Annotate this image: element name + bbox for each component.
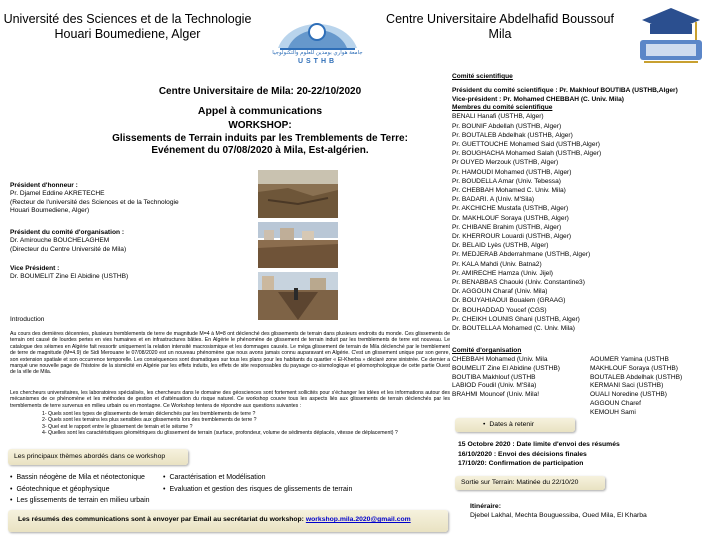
date-item: 16/10/2020 : Envoi des décisions finales xyxy=(458,450,587,458)
org-member: CHEBBAH Mohamed (Univ. Mila xyxy=(452,356,548,363)
member: Dr. BELAID Lyès (USTHB, Alger) xyxy=(452,242,549,250)
dates-list xyxy=(458,440,718,469)
member: Pr. BADARI. A (Univ. M'Sila) xyxy=(452,196,535,204)
org-member: AGGOUN Charef xyxy=(590,399,641,407)
member: Pr. CHIBANE Brahim (USTHB, Alger) xyxy=(452,223,562,231)
org-member: KEMOUH Sami xyxy=(590,408,636,416)
theme-item: • Caractérisation et Modélisation xyxy=(163,472,393,484)
org-member: BOUMELIT Zine El Abidine (USTHB) xyxy=(452,364,560,372)
member: Pr. AKCHICHE Mustafa (USTHB, Alger) xyxy=(452,205,569,213)
member: Pr. KALA Mahdi (Univ. Batna2) xyxy=(452,260,542,268)
header-left-line1: Université des Sciences et de la Technologie xyxy=(3,12,252,26)
scientific-committee xyxy=(452,72,714,333)
question-1: 1- Quels sont les types de glissements de terrain déclenchés par les tremblements de terre ? xyxy=(42,411,256,417)
workshop-event: Evénement du 07/08/2020 à Mila, Est-algérien. xyxy=(151,145,369,156)
intro-questions xyxy=(42,411,442,437)
honor-name: Pr. Djamel Eddine AKRETECHE xyxy=(10,190,105,198)
honor-title: Président d'honneur : xyxy=(10,182,78,189)
org-committee-title: Comité d'organisation xyxy=(452,347,522,354)
themes-title: Les principaux thèmes abordés dans ce workshop xyxy=(14,453,166,460)
honor-role2: Houari Boumediene, Alger) xyxy=(10,207,90,215)
theme-item: • Géotechnique et géophysique xyxy=(10,484,175,496)
org-committee-right xyxy=(590,356,715,418)
vice-name: Dr. BOUMELIT Zine El Abidine (USTHB) xyxy=(10,273,129,281)
honor-role1: (Recteur de l'université des Sciences et de la Technologie xyxy=(10,198,179,206)
intro-paragraph-1: Au cours des dernières décennies, plusieurs tremblements de terre de magnitude M=4 à M=8 ont déclenché des glissements de terrain dans plusieurs endroits du monde. Ces glissements de terrain ont causé de lourdes pertes en vies humaines et en infrastructures bâties. En Algérie le phénomène de glissement de terrain induit par les tremblements de terre est nouveau. Le catalogue des séismes en Algérie fait ressortir uniquement la relation intensité macrosismique et les dommages causés. Le méga glissement de terrain de Mila déclenché par le tremblement de terre de magnitude (M=4.9) de Sidi Merouane le 07/08/2020 est un nouveau phénomène que nous avons jamais connu auparavant en Algérie. C'est un glissement unique par son genre, son extension spatiale et son occurrence temporelle. Les conséquences sont dramatiques sur tous les plans pour les habitants du quartier « El-Kherba » déclaré zone sinistrée. Ce dernier a marqué une nouvelle page de l'histoire de la sismicité en Algérie par les effets induits, les effets de site responsables du paysage co-sismologique et géomorphologique de cette partie Ouest de la ville de Mila. xyxy=(10,331,450,376)
landslide-photo-2 xyxy=(258,222,338,268)
workshop-subtitle: Glissements de Terrain induits par les Tremblements de Terre: xyxy=(112,132,408,144)
member: Pr. BENABBAS Chaouki (Univ. Constantine3) xyxy=(452,279,585,287)
usthb-logo xyxy=(270,8,365,68)
honor-president xyxy=(10,182,255,216)
workshop-title xyxy=(90,120,430,158)
date-item: 17/10/20: Confirmation de participation xyxy=(458,460,584,467)
member: Dr. BOUTELLAA Mohamed (C. Univ. Mila) xyxy=(452,325,575,333)
member: Dr. KHERROUR Louardi (USTHB, Alger) xyxy=(452,233,572,241)
date-item: 15 Octobre 2020 : Date limite d'envoi des résumés xyxy=(458,441,620,448)
usthb-logo-arabic: جامعة هواري بومدين للعلوم والتكنولوجيا xyxy=(272,50,363,56)
member: Pr. AMIRECHE Hamza (Univ. Jijel) xyxy=(452,269,553,277)
vice-title: Vice Président : xyxy=(10,265,60,272)
themes-list-2 xyxy=(163,472,393,495)
member: Dr. MAKHLOUF Soraya (USTHB, Alger) xyxy=(452,214,569,222)
org-member: KERMANI Saci (USTHB) xyxy=(590,382,664,390)
theme-item: • Evaluation et gestion des risques de glissements de terrain xyxy=(163,484,393,496)
header-right xyxy=(380,12,620,42)
landslide-photo-3 xyxy=(258,272,338,320)
member: Pr. BOUDELLA Amar (Univ. Tebessa) xyxy=(452,177,561,185)
members-list xyxy=(452,112,714,333)
member: Pr. MEDJERAB Abderrahmane (USTHB, Alger) xyxy=(452,251,591,259)
event-date-line: Centre Universitaire de Mila: 20-22/10/2020 xyxy=(158,86,362,97)
org-committee-left xyxy=(452,356,572,400)
members-title: Membres du comité scientifique xyxy=(452,104,553,112)
intro-paragraph-2: Les chercheurs universitaires, les laboratoires spécialisés, les chercheurs dans le domaine des géosciences sont fortement sollicités pour s'échanger les idées et les informations autour des mécanismes de ce phénomène et les méthodes de gestion et d'atténuation du risque naturel. Ce workshop couvre tous les aspects liés aux glissements de terrain déclenchés par les tremblements de terre survenus en milieu urbain ou en montagne. Ce Workshop tentera de répondre aux questions suivantes : xyxy=(10,390,450,409)
org-member: LABIOD Foudil (Univ. M'Sila) xyxy=(452,382,537,390)
organizing-president xyxy=(10,229,255,254)
themes-title-box xyxy=(8,449,188,465)
member: Pr. BOUTALEB Abdelhak (USTHB, Alger) xyxy=(452,131,573,139)
question-2: 2- Quels sont les terrains les plus sensibles aux glissements lors des tremblements de terre ? xyxy=(42,417,257,424)
email-box xyxy=(8,510,448,532)
question-3: 3- Quel est le rapport entre le glissement de terrain et le séisme ? xyxy=(42,423,193,430)
member: Dr. AGGOUN Charaf (Univ. Mila) xyxy=(452,288,548,296)
dates-title: • Dates à retenir xyxy=(483,421,534,428)
workshop-label: WORKSHOP: xyxy=(228,120,292,131)
email-link[interactable]: workshop.mila.2020@gmail.com xyxy=(305,516,411,523)
organizing-role: (Directeur du Centre Université de Mila) xyxy=(10,245,127,253)
question-4: 4- Quelles sont les caractéristiques géométriques du glissement de terrain (surface, profondeur, volume de sédiments déplacés, vitesse de déplacement) ? xyxy=(42,430,398,437)
theme-item: • Bassin néogène de Mila et néotectonique xyxy=(10,472,175,484)
header-left-line2: Houari Boumediene, Alger xyxy=(54,27,201,41)
itinerary-text: Djebel Lakhal, Mechta Bouguessiba, Oued Mila, El Kharba xyxy=(470,512,647,519)
themes-list-1 xyxy=(10,472,175,507)
landslide-photo-1 xyxy=(258,170,338,218)
org-member: AOUMER Yamina (USTHB xyxy=(590,356,669,363)
field-trip-box xyxy=(455,476,605,490)
email-text xyxy=(18,516,411,523)
org-member: BRAHMI Mouncef (Univ. Mila! xyxy=(452,391,540,399)
itinerary xyxy=(470,502,715,520)
intro-title: Introduction xyxy=(10,316,45,323)
field-trip-text: Sortie sur Terrain: Matinée du 22/10/20 xyxy=(461,479,579,486)
org-member: MAKHLOUF Soraya (USTHB) xyxy=(590,364,678,372)
member: Dr. BOUHADDAD Youcef (CGS) xyxy=(452,306,547,314)
member: Pr OUYED Merzouk (USTHB, Alger) xyxy=(452,159,559,167)
member: BENALI Hanafi (USTHB, Alger) xyxy=(452,113,544,121)
member: Pr. HAMOUDI Mohamed (USTHB, Alger) xyxy=(452,168,572,176)
org-member: BOUTALEB Abdelhak (USTHB) xyxy=(590,373,683,381)
member: Pr. GUETTOUCHE Mohamed Said (USTHB,Alger) xyxy=(452,141,600,149)
scientific-president: Président du comité scientifique : Pr. Makhlouf BOUTIBA (USTHB,Alger) xyxy=(452,87,678,95)
header-left xyxy=(0,12,255,42)
member: Dr. BOUYAHIAOUI Boualem (GRAAG) xyxy=(452,297,566,305)
organizing-title: Président du comité d'organisation : xyxy=(10,229,125,236)
theme-item: • Les glissements de terrain en milieu urbain xyxy=(10,495,175,507)
org-member: OUALI Noredine (USTHB) xyxy=(590,391,667,399)
member: Pr. BOUNIF Abdellah (USTHB, Alger) xyxy=(452,122,562,130)
dates-title-box xyxy=(455,418,575,432)
org-member: BOUTIBA Makhlouf (USTHB xyxy=(452,373,536,381)
organizing-name: Dr. Amirouche BOUCHELAGHEM xyxy=(10,237,110,245)
scientific-vice: Vice-président : Pr. Mohamed CHEBBAH (C. Univ. Mila) xyxy=(452,95,624,103)
header-right-line1: Centre Universitaire Abdelhafid Boussouf xyxy=(386,12,614,26)
call-for-papers: Appel à communications xyxy=(197,105,323,117)
member: Pr. CHEIKH LOUNIS Ghani (USTHB, Alger) xyxy=(452,315,580,323)
usthb-logo-abbr: USTHB xyxy=(297,58,338,65)
header-right-line2: Mila xyxy=(488,27,512,41)
email-intro: Les résumés des communications sont à envoyer par Email au secrétariat du workshop: xyxy=(18,516,306,523)
vice-president xyxy=(10,265,255,282)
member: Pr. CHEBBAH Mohamed C. Univ. Mila) xyxy=(452,187,566,195)
scientific-title: Comité scientifique xyxy=(452,73,513,80)
member: Pr. BOUGHACHA Mohamed Salah (USTHB, Alger) xyxy=(452,150,602,158)
mila-logo xyxy=(630,4,712,70)
dates-title-list xyxy=(483,421,534,428)
itinerary-title: Itinéraire: xyxy=(470,503,501,510)
